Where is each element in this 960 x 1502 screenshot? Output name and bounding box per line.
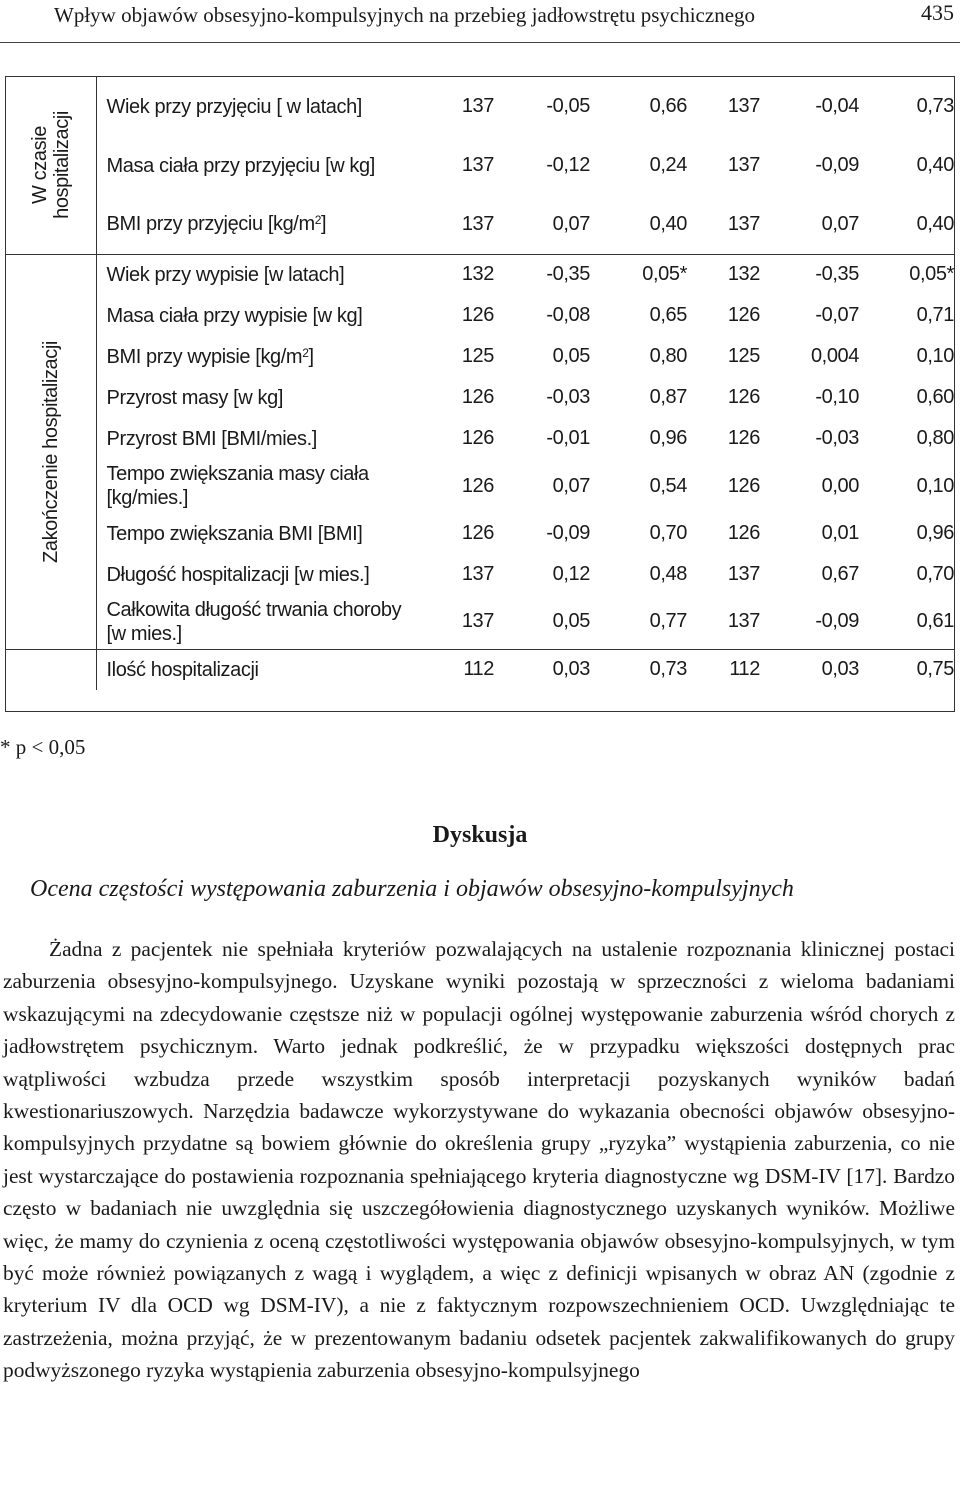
cell-r1: -0,09	[546, 522, 590, 544]
cell-n2: 126	[727, 474, 760, 497]
cell-r2: -0,07	[815, 304, 859, 326]
cell-r1: 0,07	[552, 474, 590, 497]
cell-n2: 137	[727, 563, 760, 585]
body-paragraph: Żadna z pacjentek nie spełniała kryteriów pozwalających na ustalenie rozpoznania klinicznej postaci zaburzenia obsesyjno-kompulsyjnego. Uzyskane wyniki pozostają w sprzeczności z wieloma badaniami wskazującymi na zdecydowanie częstsze niż w populacji ogólnej występowanie zaburzenia wśród chorych z jadłowstrętem psychicznym. Warto jednak podkreślić, że w przypadku większości dostępnych prac wątpliwości wzbudza przede wszystkim sposób interpretacji pozyskanych wyników badań kwestionariuszowych. Narzędzia badawcze wykorzystywane do wykazania obecności objawów obsesyjno-kompulsyjnych przydatne są bowiem głównie do określenia grupy „ryzyka” wystąpienia zaburzenia, co nie jest wystarczające do postawienia rozpoznania spełniającego kryteria diagnostyczne wg DSM-IV [17]. Bardzo często w badaniach nie uwzględnia się uszczegółowienia diagnostycznego uzyskanych wyników. Możliwe więc, że mamy do czynienia z oceną częstotliwości występowania objawów obsesyjno-kompulsyjnych, w tym być może również powiązanych z wagą i wyglądem, a więc z definicji wpisanych w obraz AN (zgodnie z kryterium IV dla OCD wg DSM-IV), a nie z faktycznym rozpowszechnieniem OCD. Uwzględniając te zastrzeżenia, można przyjąć, że w prezentowanym badaniu odsetek pacjentek zakwalifikowanych do grupy podwyższonego ryzyka wystąpienia zaburzenia obsesyjno-kompulsyjnego	[3, 937, 955, 1383]
row-label: Tempo zwiększania masy ciała [kg/mies.]	[106, 463, 369, 509]
cell-p1: 0,73	[649, 658, 687, 681]
cell-n1: 137	[461, 154, 494, 176]
cell-n1: 126	[461, 386, 494, 408]
table-row	[6, 459, 954, 513]
cell-r1: 0,12	[552, 563, 590, 585]
table-row	[6, 254, 954, 295]
cell-r2: -0,35	[815, 263, 859, 286]
row-label: Ilość hospitalizacji	[106, 658, 259, 681]
group-label-cell	[6, 254, 96, 649]
row-label: Długość hospitalizacji [w mies.]	[106, 563, 370, 586]
cell-r1: -0,03	[546, 386, 590, 408]
row-label: Wiek przy przyjęciu [ w latach]	[106, 95, 362, 118]
table-row	[6, 77, 954, 136]
row-label: Przyrost BMI [BMI/mies.]	[106, 427, 317, 450]
cell-p2: 0,61	[859, 595, 954, 649]
cell-r2: -0,03	[815, 427, 859, 449]
cell-p2: 0,70	[916, 563, 954, 585]
section-heading: Dyskusja	[432, 822, 528, 848]
running-head	[0, 0, 960, 44]
cell-p1: 0,87	[649, 386, 687, 408]
cell-n1: 137	[434, 595, 494, 649]
table-row	[6, 554, 954, 595]
cell-n1: 126	[461, 522, 494, 544]
correlation-table	[6, 77, 954, 690]
cell-p1: 0,40	[590, 195, 687, 254]
cell-n1: 125	[461, 345, 494, 367]
cell-p2: 0,10	[916, 345, 954, 367]
cell-r2: -0,09	[760, 595, 859, 649]
table-row	[6, 377, 954, 418]
row-label: Całkowita długość trwania choroby [w mies.]	[96, 595, 434, 649]
cell-r1: -0,05	[546, 95, 590, 117]
cell-n1: 137	[461, 563, 494, 585]
cell-r1: -0,35	[546, 263, 590, 286]
cell-r1: -0,08	[546, 304, 590, 326]
running-title: Wpływ objawów obsesyjno-kompulsyjnych na przebieg jadłowstrętu psychicznego	[54, 3, 756, 27]
cell-n2: 126	[727, 427, 760, 449]
cell-n1: 132	[461, 263, 494, 286]
cell-p1: 0,66	[649, 95, 687, 117]
cell-r2: 0,01	[821, 522, 859, 544]
table-row	[6, 649, 954, 690]
cell-n1: 137	[434, 195, 494, 254]
page-number: 435	[921, 0, 954, 25]
cell-n1: 126	[461, 474, 494, 497]
cell-n1: 126	[461, 427, 494, 449]
table-row	[6, 136, 954, 195]
table-row	[6, 513, 954, 554]
group-label-end-of-hospitalization: Zakończenie hospitalizacji	[39, 340, 62, 563]
cell-n2: 137	[727, 154, 760, 176]
cell-p1: 0,05*	[642, 263, 687, 286]
cell-r1: 0,05	[494, 595, 590, 649]
cell-r2: -0,04	[815, 95, 859, 117]
row-label: Przyrost masy [w kg]	[106, 386, 283, 409]
cell-r2: 0,00	[821, 474, 859, 497]
row-label: Masa ciała przy wypisie [w kg]	[106, 304, 363, 327]
cell-p1: 0,54	[649, 474, 687, 497]
cell-n2: 137	[687, 595, 760, 649]
results-table	[5, 76, 955, 712]
cell-r2: -0,09	[815, 154, 859, 176]
cell-p2: 0,40	[859, 195, 954, 254]
row-label: BMI przy wypisie $[kg/m^2]$	[106, 345, 314, 368]
cell-r2: 0,004	[810, 345, 859, 367]
cell-p2: 0,73	[916, 95, 954, 117]
cell-p2: 0,10	[916, 474, 954, 497]
cell-r1: 0,05	[552, 345, 590, 367]
cell-n2: 125	[727, 345, 760, 367]
table-row	[6, 595, 954, 649]
cell-n2: 126	[727, 304, 760, 326]
cell-n2: 137	[727, 95, 760, 117]
cell-n2: 132	[727, 263, 760, 286]
cell-n1: 126	[461, 304, 494, 326]
cell-r2: -0,10	[815, 386, 859, 408]
subsection-heading: Ocena częstości występowania zaburzenia i objawów obsesyjno-kompulsyjnych	[30, 876, 794, 902]
cell-p2: 0,60	[916, 386, 954, 408]
cell-n2: 126	[727, 522, 760, 544]
cell-n1: 112	[463, 658, 494, 681]
cell-n2: 112	[729, 658, 760, 681]
table-row	[6, 336, 954, 377]
cell-p2: 0,80	[916, 427, 954, 449]
table-footnote: * p < 0,05	[0, 735, 86, 759]
group-label-cell	[6, 77, 96, 254]
group-label-during-hospitalization: W czasie hospitalizacji	[28, 111, 73, 220]
header-rule	[0, 42, 960, 43]
cell-p1: 0,48	[649, 563, 687, 585]
cell-r2: 0,07	[760, 195, 859, 254]
cell-r1: 0,03	[552, 658, 590, 681]
cell-p1: 0,65	[649, 304, 687, 326]
table-row	[6, 295, 954, 336]
group-label-cell	[6, 649, 96, 690]
cell-p1: 0,24	[649, 154, 687, 176]
cell-r2: 0,03	[821, 658, 859, 681]
cell-p1: 0,80	[649, 345, 687, 367]
cell-r1: 0,07	[494, 195, 590, 254]
cell-p2: 0,96	[916, 522, 954, 544]
cell-r2: 0,67	[821, 563, 859, 585]
row-label: Wiek przy wypisie [w latach]	[106, 263, 345, 286]
cell-r1: -0,12	[546, 154, 590, 176]
table-row	[6, 418, 954, 459]
row-label: Masa ciała przy przyjęciu [w kg]	[106, 154, 375, 177]
row-label: Tempo zwiększania BMI [BMI]	[106, 522, 363, 545]
cell-p1: 0,70	[649, 522, 687, 544]
table-row	[6, 195, 954, 254]
cell-p2: 0,40	[916, 154, 954, 176]
cell-p2: 0,71	[916, 304, 954, 326]
cell-p2: 0,05*	[909, 263, 954, 286]
cell-n2: 137	[687, 195, 760, 254]
cell-r1: -0,01	[546, 427, 590, 449]
cell-n2: 126	[727, 386, 760, 408]
cell-n1: 137	[461, 95, 494, 117]
cell-p1: 0,77	[590, 595, 687, 649]
cell-p2: 0,75	[916, 658, 954, 681]
row-label: BMI przy przyjęciu $[kg/m^2]$	[96, 195, 434, 254]
cell-p1: 0,96	[649, 427, 687, 449]
